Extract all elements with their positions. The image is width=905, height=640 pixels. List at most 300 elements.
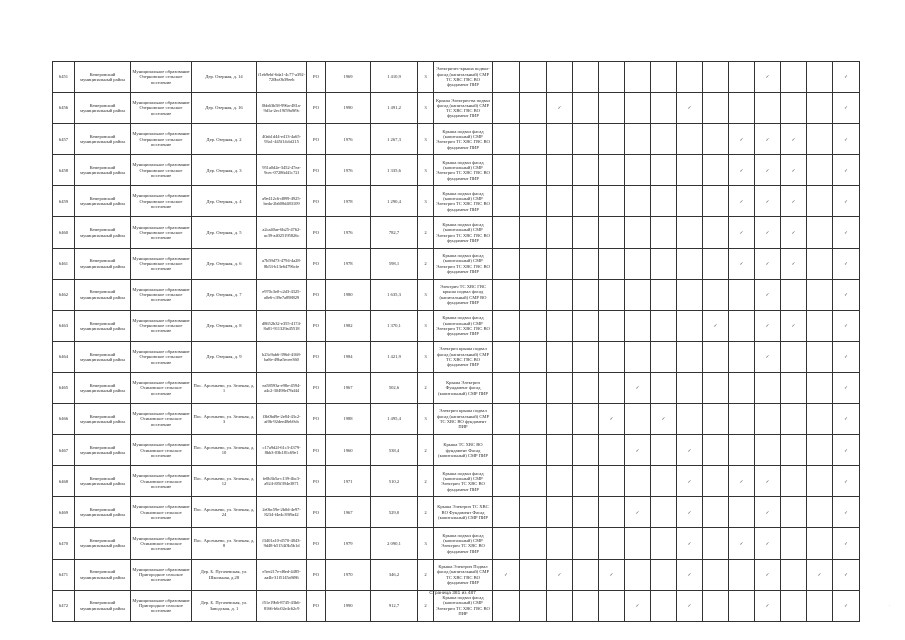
checkmark-cell [520,466,547,497]
year-cell: 1978 [326,248,371,279]
ro-cell: РО [307,559,326,590]
checkmark-cell: ✓ [833,497,860,528]
area-cell: 1 421,9 [371,341,418,372]
checkmark-cell [677,279,703,310]
checkmark-cell: ✓ [729,186,755,217]
checkmark-cell [781,404,807,435]
checkmark-cell [599,341,625,372]
checkmark-cell [625,528,651,559]
guid-cell: f3b0bd9e-2e84-43c2-af0b-92dee48eb9cb [257,404,307,435]
address-cell: Пос. Арсеньево, ул. Зеленая, д. 12 [192,466,257,497]
checkmark-cell: ✓ [833,590,860,621]
guid-cell: f51e19b6-8745-43b6-8166-b6c02e4c62c9 [257,590,307,621]
checkmark-cell [807,310,833,341]
checkmark-cell [625,124,651,155]
year-cell: 1967 [326,372,371,403]
checkmark-cell [651,93,677,124]
checkmark-cell [520,341,547,372]
checkmark-cell [807,528,833,559]
area-cell: 912,7 [371,590,418,621]
checkmark-cell [573,559,599,590]
checkmark-cell: ✓ [599,404,625,435]
floors-cell: 3 [418,528,434,559]
municipal-formation-cell: Муниципальное образование Озерновское сельское поселение [131,279,192,310]
checkmark-cell [729,62,755,93]
guid-cell: a9e412c6-d899-4925-beda-2b608d483109 [257,186,307,217]
checkmark-cell [493,497,520,528]
municipal-formation-cell: Муниципальное образование Озерновское сельское поселение [131,62,192,93]
checkmark-cell [807,435,833,466]
checkmark-cell [547,372,573,403]
checkmark-cell [755,404,781,435]
address-cell: Дер. Озерная, д. 8 [192,310,257,341]
checkmark-cell [651,217,677,248]
works-cell: Крыша подвал фасад (капитальный) СМР Электрич ТС ХВС ГВС ВО фундамент ПИР [434,124,493,155]
checkmark-cell [599,497,625,528]
checkmark-cell [520,497,547,528]
checkmark-cell [729,279,755,310]
row-number: 6457 [53,124,75,155]
guid-cell: a2ca40ae-6b25-4762-ac39-a4025195826c [257,217,307,248]
margin-mark: . [889,602,890,607]
page-footer: Страница 381 из 487 [429,591,476,596]
checkmark-cell [781,62,807,93]
table-row [53,404,860,435]
guid-cell: a7b59d73-4794-4a28-8b53-b13e64796cfe [257,248,307,279]
checkmark-cell [547,124,573,155]
checkmark-cell: ✓ [755,590,781,621]
checkmark-cell [703,435,729,466]
table-row [53,124,860,155]
ro-cell: РО [307,279,326,310]
checkmark-cell [547,435,573,466]
table-row [53,466,860,497]
ro-cell: РО [307,248,326,279]
checkmark-cell [677,248,703,279]
checkmark-cell [781,279,807,310]
checkmark-cell [599,279,625,310]
address-cell: Дер. Озерная, д. 2 [192,124,257,155]
year-cell: 1990 [326,590,371,621]
guid-cell: f1eb9ebf-6da1-4c77-a392-720bc0b39eeb [257,62,307,93]
checkmark-cell [755,435,781,466]
municipal-formation-cell: Муниципальное образование Осиновское сельское поселение [131,372,192,403]
checkmark-cell: ✓ [833,372,860,403]
checkmark-cell [599,466,625,497]
district-cell: Кемеровский муниципальный район [75,310,131,341]
row-number: 6456 [53,93,75,124]
row-number: 6459 [53,186,75,217]
checkmark-cell [807,217,833,248]
checkmark-cell [493,341,520,372]
year-cell: 1988 [326,404,371,435]
checkmark-cell [547,404,573,435]
guid-cell: 0bb63b58-996a-481a-9d1a-2ec19f59a9f9c [257,93,307,124]
ro-cell: РО [307,217,326,248]
checkmark-cell [755,372,781,403]
district-cell: Кемеровский муниципальный район [75,341,131,372]
row-number: 6467 [53,435,75,466]
address-cell: Дер. Озерная, д. 4 [192,186,257,217]
table-row [53,186,860,217]
year-cell: 1979 [326,528,371,559]
checkmark-cell: ✓ [677,497,703,528]
checkmark-cell [493,310,520,341]
checkmark-cell: ✓ [833,155,860,186]
checkmark-cell [547,528,573,559]
checkmark-cell [807,124,833,155]
checkmark-cell [807,404,833,435]
checkmark-cell [807,248,833,279]
table-row [53,62,860,93]
checkmark-cell [573,217,599,248]
ro-cell: РО [307,497,326,528]
checkmark-cell [520,93,547,124]
district-cell: Кемеровский муниципальный район [75,404,131,435]
checkmark-cell: ✓ [547,559,573,590]
checkmark-cell [781,559,807,590]
checkmark-cell [729,559,755,590]
checkmark-cell: ✓ [755,217,781,248]
checkmark-cell [807,62,833,93]
address-cell: Дер. Б. Пугачевская, ул. Школьная, д.28 [192,559,257,590]
works-cell: Электричес-крыша подвал-фасад (капитальный) СМР ТС ХВС ГВС ВО фундамент ПИР [434,62,493,93]
checkmark-cell [520,279,547,310]
checkmark-cell [703,248,729,279]
checkmark-cell [573,186,599,217]
guid-cell: e5ee217e-d8ed-4485-aa4b-31f5145a9f86 [257,559,307,590]
ro-cell: РО [307,155,326,186]
municipal-formation-cell: Муниципальное образование Озерновское сельское поселение [131,155,192,186]
checkmark-cell [547,248,573,279]
floors-cell: 2 [418,435,434,466]
checkmark-cell: ✓ [755,497,781,528]
table-row [53,93,860,124]
checkmark-cell [729,497,755,528]
checkmark-cell [807,466,833,497]
row-number: 6451 [53,62,75,93]
checkmark-cell: ✓ [677,435,703,466]
area-cell: 1 635,3 [371,279,418,310]
row-number: 6468 [53,466,75,497]
checkmark-cell: ✓ [729,124,755,155]
checkmark-cell [599,248,625,279]
checkmark-cell [677,404,703,435]
checkmark-cell: ✓ [833,186,860,217]
area-cell: 1 290,4 [371,186,418,217]
works-cell: Крыша Электрич Подвал фасад (капитальный) СМР ТС ХВС ГВС ВО фундамент ПИР [434,559,493,590]
checkmark-cell [651,155,677,186]
checkmark-cell [625,186,651,217]
guid-cell: b23c9ab6-396d-4168-ba8e-49ba5ecee360 [257,341,307,372]
works-cell: Крыша подвал фасад (капитальный) СМР Электрич ТС ХВС ГВС ВО фундамент ПИР [434,155,493,186]
guid-cell: fe0b3b5a-c139-4bc3-a924-f05f394e3871 [257,466,307,497]
floors-cell: 3 [418,341,434,372]
checkmark-cell [651,310,677,341]
ro-cell: РО [307,372,326,403]
checkmark-cell [573,435,599,466]
year-cell: 1971 [326,466,371,497]
checkmark-cell: ✓ [625,372,651,403]
row-number: 6463 [53,310,75,341]
year-cell: 1990 [326,93,371,124]
works-cell: Электрич крыша подвал фасад (капитальный) СМР ТС ХВС ГВС ВО фундамент ПИР [434,341,493,372]
address-cell: Дер. Озерная, д. 9 [192,341,257,372]
checkmark-cell [493,217,520,248]
checkmark-cell: ✓ [781,186,807,217]
checkmark-cell [807,497,833,528]
checkmark-cell [703,341,729,372]
checkmark-cell [573,528,599,559]
checkmark-cell: ✓ [833,124,860,155]
checkmark-cell: ✓ [755,155,781,186]
year-cell: 1980 [326,279,371,310]
checkmark-cell [493,93,520,124]
checkmark-cell [493,404,520,435]
guid-cell: d8652b32-e355-4174-8a81-911329a45518 [257,310,307,341]
checkmark-cell [573,124,599,155]
checkmark-cell [547,62,573,93]
checkmark-cell [493,62,520,93]
checkmark-cell [573,466,599,497]
checkmark-cell [520,528,547,559]
municipal-formation-cell: Муниципальное образование Озерновское сельское поселение [131,310,192,341]
table-row [53,372,860,403]
checkmark-cell [781,497,807,528]
checkmark-cell [599,528,625,559]
area-cell: 346,2 [371,559,418,590]
checkmark-cell [651,466,677,497]
checkmark-cell: ✓ [729,528,755,559]
district-cell: Кемеровский муниципальный район [75,124,131,155]
checkmark-cell [729,310,755,341]
ro-cell: РО [307,528,326,559]
guid-cell: 2e0bc59e-2b0d-4e97-8234-f4e4c39f9a42 [257,497,307,528]
checkmark-cell [651,341,677,372]
checkmark-cell [781,372,807,403]
floors-cell: 3 [418,279,434,310]
checkmark-cell: ✓ [755,528,781,559]
ro-cell: РО [307,404,326,435]
municipal-formation-cell: Муниципальное образование Осиновское сельское поселение [131,497,192,528]
area-cell: 502,6 [371,372,418,403]
address-cell: Дер. Б. Пугачевская, ул. Заводская, д. 1 [192,590,257,621]
checkmark-cell [677,155,703,186]
checkmark-cell: ✓ [833,466,860,497]
checkmark-cell [493,186,520,217]
year-cell: 1984 [326,341,371,372]
checkmark-cell [807,155,833,186]
floors-cell: 2 [418,372,434,403]
floors-cell: 2 [418,590,434,621]
year-cell: 1976 [326,217,371,248]
area-cell: 2 090,1 [371,528,418,559]
checkmark-cell [520,404,547,435]
works-cell: Крыша Электрич-ва подвал фасад (капитальный) СМР ТС ХВС ГВС ВО фундамент ПИР [434,93,493,124]
row-number: 6466 [53,404,75,435]
checkmark-cell [547,341,573,372]
address-cell: Пос. Арсеньево, ул. Зеленая, д. 24 [192,497,257,528]
checkmark-cell: ✓ [625,590,651,621]
area-cell: 1 267,3 [371,124,418,155]
checkmark-cell [547,155,573,186]
floors-cell: 3 [418,93,434,124]
floors-cell: 2 [418,248,434,279]
address-cell: Дер. Озерная, д. 14 [192,62,257,93]
checkmark-cell [493,248,520,279]
checkmark-cell [781,341,807,372]
checkmark-cell: ✓ [833,341,860,372]
checkmark-cell: ✓ [677,559,703,590]
checkmark-cell [729,93,755,124]
checkmark-cell [807,93,833,124]
row-number: 6470 [53,528,75,559]
checkmark-cell: ✓ [755,341,781,372]
row-number: 6458 [53,155,75,186]
checkmark-cell [729,341,755,372]
ro-cell: РО [307,590,326,621]
checkmark-cell: ✓ [599,559,625,590]
address-cell: Пос. Арсеньево, ул. Зеленая, д. 1 [192,372,257,403]
ro-cell: РО [307,435,326,466]
checkmark-cell [625,217,651,248]
checkmark-cell: ✓ [833,404,860,435]
floors-cell: 3 [418,155,434,186]
row-number: 6471 [53,559,75,590]
floors-cell: 3 [418,404,434,435]
year-cell: 1970 [326,559,371,590]
municipal-formation-cell: Муниципальное образование Осиновское сельское поселение [131,404,192,435]
checkmark-cell [599,435,625,466]
checkmark-cell [520,124,547,155]
district-cell: Кемеровский муниципальный район [75,528,131,559]
floors-cell: 2 [418,497,434,528]
row-number: 6472 [53,590,75,621]
checkmark-cell [625,466,651,497]
district-cell: Кемеровский муниципальный район [75,248,131,279]
checkmark-cell: ✓ [807,559,833,590]
address-cell: Пос. Арсеньево, ул. Зеленая, д. 3 [192,404,257,435]
floors-cell: 3 [418,124,434,155]
checkmark-cell: ✓ [729,155,755,186]
guid-cell: c17a9d2f-61c3-4379-8bb3-03b181c69e1 [257,435,307,466]
address-cell: Дер. Озерная, д. 3 [192,155,257,186]
municipal-formation-cell: Муниципальное образование Пригородное сельское поселение [131,559,192,590]
checkmark-cell [520,248,547,279]
table-row [53,559,860,590]
works-cell: Крыша подвал фасад (капитальный) СМР Электрич ТС ХВС ВО фундамент ПИР [434,528,493,559]
works-cell: Крыша подвал фасад (капитальный) СМР Электрич ТС ХВС ГВС ВО фундамент ПИР [434,217,493,248]
row-number: 6461 [53,248,75,279]
checkmark-cell: ✓ [729,466,755,497]
checkmark-cell [755,93,781,124]
checkmark-cell: ✓ [755,124,781,155]
year-cell: 1976 [326,124,371,155]
checkmark-cell [651,497,677,528]
floors-cell: 2 [418,559,434,590]
area-cell: 1 335,6 [371,155,418,186]
register-table [52,61,860,622]
checkmark-cell [493,435,520,466]
checkmark-cell [573,341,599,372]
municipal-formation-cell: Муниципальное образование Осиновское сельское поселение [131,435,192,466]
municipal-formation-cell: Муниципальное образование Осиновское сельское поселение [131,466,192,497]
checkmark-cell [677,186,703,217]
address-cell: Дер. Озерная, д. 16 [192,93,257,124]
floors-cell: 2 [418,217,434,248]
table-row [53,435,860,466]
area-cell: 1 495,4 [371,404,418,435]
checkmark-cell [520,186,547,217]
checkmark-cell [520,62,547,93]
table-row [53,217,860,248]
checkmark-cell: ✓ [625,435,651,466]
area-cell: 1 410,9 [371,62,418,93]
ro-cell: РО [307,186,326,217]
district-cell: Кемеровский муниципальный район [75,217,131,248]
checkmark-cell [599,93,625,124]
row-number: 6465 [53,372,75,403]
table-row [53,155,860,186]
checkmark-cell [651,124,677,155]
checkmark-cell: ✓ [755,186,781,217]
checkmark-cell: ✓ [547,93,573,124]
ro-cell: РО [307,124,326,155]
checkmark-cell: ✓ [729,217,755,248]
checkmark-cell [625,310,651,341]
row-number: 6460 [53,217,75,248]
checkmark-cell [520,310,547,341]
checkmark-cell [651,372,677,403]
checkmark-cell [625,62,651,93]
checkmark-cell [520,435,547,466]
checkmark-cell [729,435,755,466]
table-row [53,497,860,528]
checkmark-cell: ✓ [755,62,781,93]
checkmark-cell [625,155,651,186]
checkmark-cell: ✓ [833,217,860,248]
works-cell: Электрич крыша подвал фасад (капитальный) СМР ТС ХВС ВО фундамент ПИР [434,404,493,435]
checkmark-cell [547,466,573,497]
checkmark-cell [781,528,807,559]
table-row [53,341,860,372]
register-table-body [53,62,860,622]
checkmark-cell: ✓ [781,124,807,155]
checkmark-cell: ✓ [755,559,781,590]
checkmark-cell [781,93,807,124]
checkmark-cell: ✓ [833,279,860,310]
checkmark-cell: ✓ [781,310,807,341]
ro-cell: РО [307,62,326,93]
checkmark-cell [677,341,703,372]
checkmark-cell [729,404,755,435]
municipal-formation-cell: Муниципальное образование Озерновское сельское поселение [131,186,192,217]
checkmark-cell [625,93,651,124]
checkmark-cell [520,559,547,590]
checkmark-cell [573,279,599,310]
checkmark-cell [703,404,729,435]
checkmark-cell [651,62,677,93]
checkmark-cell [625,404,651,435]
year-cell: 1982 [326,310,371,341]
checkmark-cell [547,310,573,341]
checkmark-cell [493,279,520,310]
checkmark-cell [703,279,729,310]
address-cell: Дер. Озерная, д. 5 [192,217,257,248]
checkmark-cell [599,186,625,217]
works-cell: Крыша подвал фасад (капитальный) СМР Электрич ТС ХВС ГВС ВО фундамент ПИР [434,310,493,341]
checkmark-cell [703,62,729,93]
